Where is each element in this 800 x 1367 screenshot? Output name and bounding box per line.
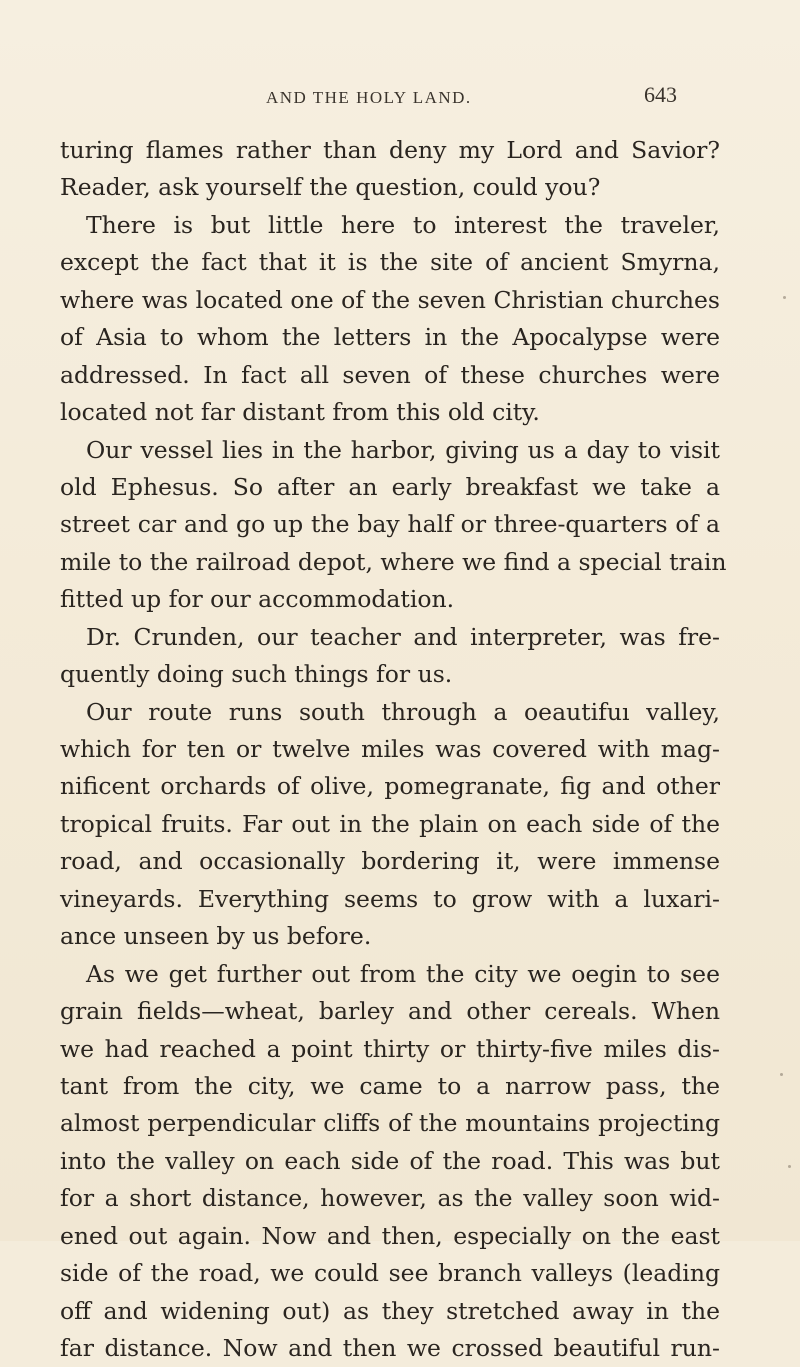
body-text — [60, 132, 727, 1367]
text-line: ened out again. Now and then, especially on the east — [60, 1221, 720, 1250]
text-line: old Ephesus. So after an early breakfast we take a — [60, 472, 720, 501]
page-header — [0, 82, 800, 112]
text-line: which for ten or twelve miles was covered with mag- — [60, 735, 720, 763]
text-line: into the valley on each side of the road. This was but — [60, 1146, 720, 1175]
text-line: Dr. Crunden, our teacher and interpreter, was fre- — [86, 622, 720, 651]
text-line: street car and go up the bay half or three-quarters of a — [60, 510, 720, 539]
text-line: ance unseen by us before. — [60, 922, 372, 951]
text-line: tant from the city, we came to a narrow pass, the — [60, 1071, 720, 1100]
text-line: located not far distant from this old city. — [60, 398, 540, 427]
paper-speck — [788, 1165, 791, 1168]
paper-speck — [780, 1073, 783, 1076]
text-line: nificent orchards of olive, pomegranate, fig and other — [60, 772, 720, 801]
text-line: except the fact that it is the site of ancient Smyrna, — [60, 248, 720, 277]
text-line: addressed. In fact all seven of these churches were — [60, 360, 720, 389]
text-line: where was located one of the seven Christian churches — [60, 285, 720, 314]
text-line: Our vessel lies in the harbor, giving us a day to visit — [86, 435, 720, 464]
text-line: far distance. Now and then we crossed beautiful run- — [60, 1334, 720, 1362]
text-line: tropical fruits. Far out in the plain on each side of the — [60, 809, 720, 838]
text-line: of Asia to whom the letters in the Apocalypse were — [60, 323, 720, 352]
text-line: grain fields—wheat, barley and other cereals. When — [60, 997, 720, 1026]
text-line: mile to the railroad depot, where we find a special train — [60, 547, 727, 576]
running-head: AND THE HOLY LAND. — [266, 88, 472, 107]
text-line: fitted up for our accommodation. — [60, 585, 455, 614]
text-line: for a short distance, however, as the valley soon wid- — [60, 1184, 720, 1213]
text-line: turing flames rather than deny my Lord and Savior? — [60, 136, 720, 164]
text-line: side of the road, we could see branch valleys (leading — [60, 1259, 720, 1288]
text-line: There is but little here to interest the traveler, — [86, 210, 720, 239]
text-line: off and widening out) as they stretched away in the — [60, 1296, 720, 1325]
text-line: As we get further out from the city we oegin to see — [86, 959, 720, 988]
text-line: we had reached a point thirty or thirty-five miles dis- — [60, 1034, 720, 1063]
page-number: 643 — [644, 82, 677, 107]
text-line: Reader, ask yourself the question, could you? — [60, 173, 601, 202]
text-line: almost perpendicular cliffs of the mountains projecting — [60, 1109, 720, 1138]
paper-speck — [783, 296, 786, 299]
text-line: Our route runs south through a oeautifuı valley, — [86, 697, 720, 726]
text-line: vineyards. Everything seems to grow with a luxari- — [60, 884, 720, 913]
text-line: road, and occasionally bordering it, were immense — [60, 847, 720, 876]
text-line: quently doing such things for us. — [60, 660, 453, 689]
